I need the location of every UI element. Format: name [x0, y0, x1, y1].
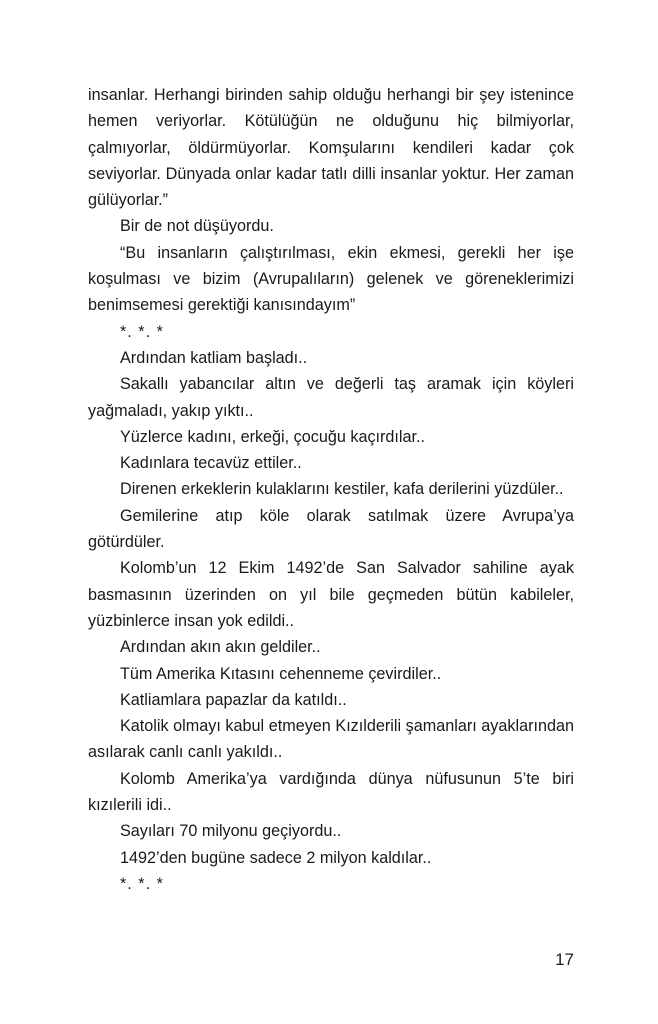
- paragraph: Katliamlara papazlar da katıldı..: [120, 690, 347, 709]
- paragraph: Sayıları 70 milyonu geçiyordu..: [120, 822, 342, 841]
- paragraph: Kolomb Amerika’ya vardığında dünya nüfusunun 5’te biri kızılerili idi..: [88, 769, 574, 815]
- page-number: 17: [555, 950, 574, 969]
- section-separator: *. *. *: [120, 874, 164, 893]
- paragraph: Bir de not düşüyordu.: [120, 217, 274, 236]
- paragraph-quote: “Bu insanların çalıştırılması, ekin ekmesi, gerekli her işe koşulması ve bizim (Avrupalıların) gelenek ve göreneklerimizi benimsemesi gerektiği kanısındayım”: [88, 243, 574, 315]
- paragraph: Kadınlara tecavüz ettiler..: [120, 454, 302, 473]
- paragraph: Ardından akın akın geldiler..: [120, 638, 321, 657]
- body-text: [88, 82, 574, 897]
- paragraph: Gemilerine atıp köle olarak satılmak üzere Avrupa’ya götürdüler.: [88, 506, 574, 552]
- paragraph-continuation: insanlar. Herhangi birinden sahip olduğu herhangi bir şey istenince hemen veriyorlar. Kötülüğün ne olduğunu hiç bilmiyorlar, çalmıyorlar, öldürmüyorlar. Komşularını kendileri kadar çok seviyorlar. Dünyada onlar kadar tatlı dilli insanlar yoktur. Her zaman gülüyorlar.”: [88, 86, 574, 210]
- paragraph: 1492’den bugüne sadece 2 milyon kaldılar..: [120, 848, 432, 867]
- section-separator: *. *. *: [120, 322, 164, 341]
- paragraph: Katolik olmayı kabul etmeyen Kızılderili şamanları ayaklarından asılarak canlı canlı yakıldı..: [88, 717, 574, 762]
- paragraph: Tüm Amerika Kıtasını cehenneme çevirdiler..: [120, 664, 442, 683]
- paragraph: Yüzlerce kadını, erkeği, çocuğu kaçırdılar..: [120, 427, 426, 446]
- paragraph: Direnen erkeklerin kulaklarını kestiler, kafa derilerini yüzdüler..: [120, 480, 564, 499]
- paragraph: Sakallı yabancılar altın ve değerli taş aramak için köyleri yağmaladı, yakıp yıktı..: [88, 375, 574, 420]
- paragraph: Ardından katliam başladı..: [120, 348, 308, 367]
- paragraph: Kolomb’un 12 Ekim 1492’de San Salvador sahiline ayak basmasının üzerinden on yıl bile geçmeden bütün kabileler, yüzbinlerce insan yok edildi..: [88, 559, 574, 630]
